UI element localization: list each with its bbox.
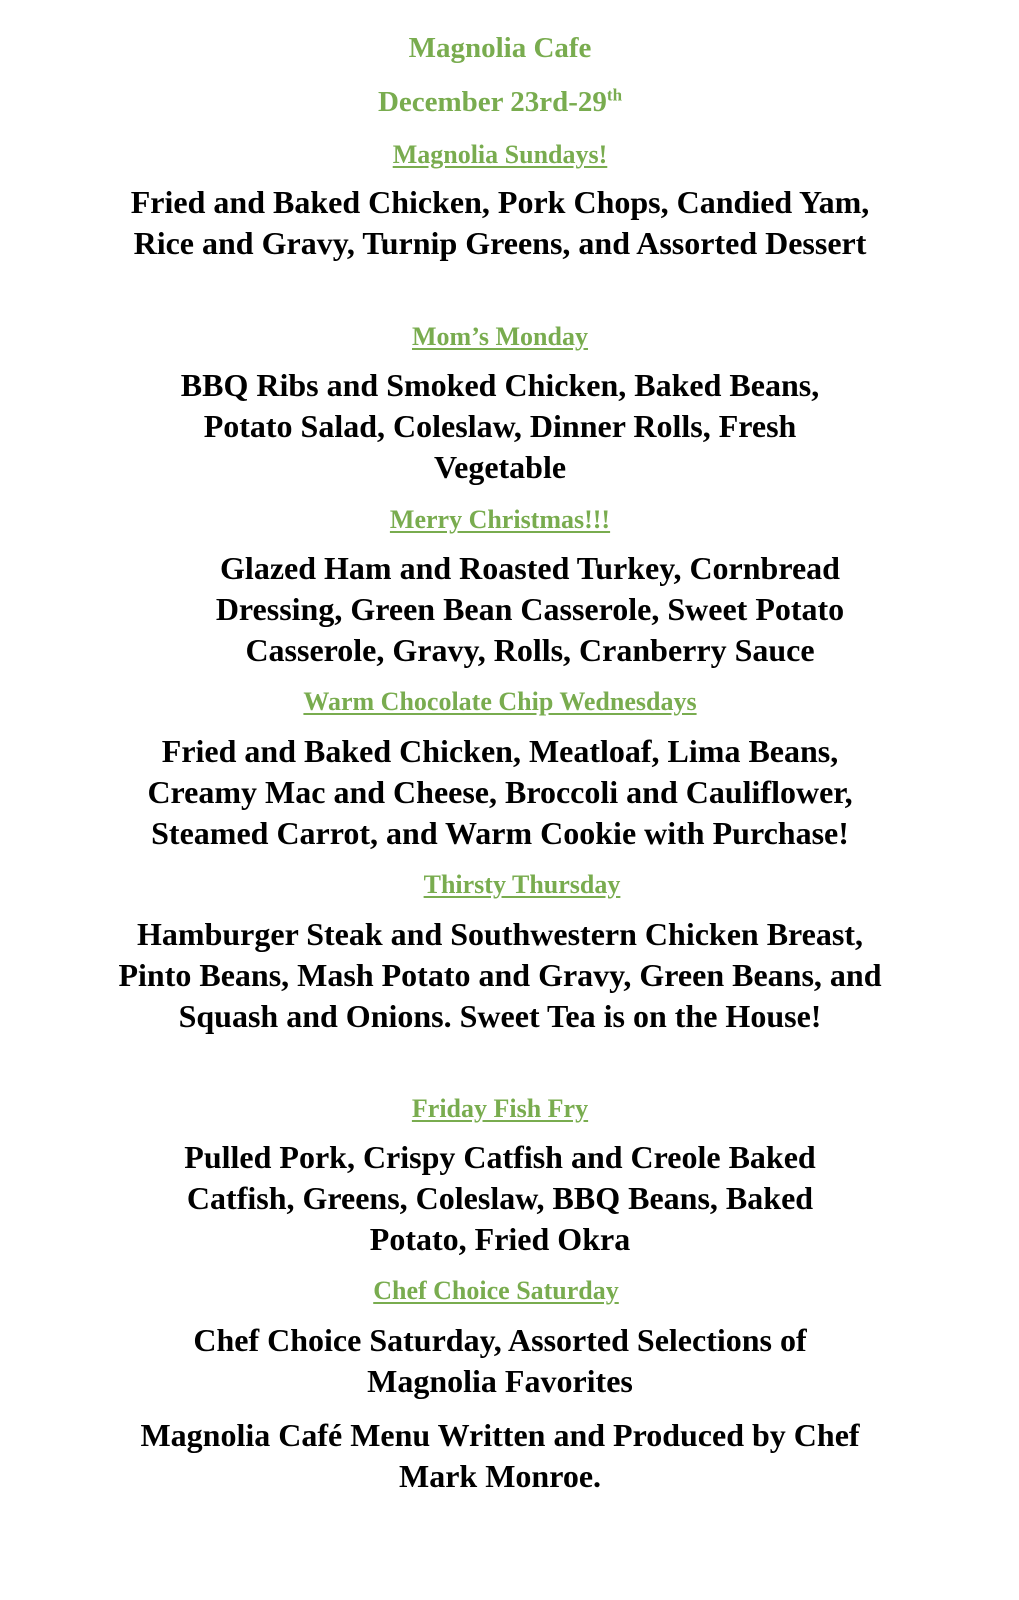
cafe-name: Magnolia Cafe: [408, 32, 592, 64]
day-menu-monday: BBQ Ribs and Smoked Chicken, Baked Beans, Potato Salad, Coleslaw, Dinner Rolls, Fresh Vegetable: [180, 367, 820, 485]
day-menu-sunday: Fried and Baked Chicken, Pork Chops, Candied Yam, Rice and Gravy, Turnip Greens, and Assorted Dessert: [130, 184, 870, 261]
day-menu-wednesday: Fried and Baked Chicken, Meatloaf, Lima Beans, Creamy Mac and Cheese, Broccoli and Cauliflower, Steamed Carrot, and Warm Cookie with Purchase!: [147, 733, 853, 851]
day-heading-saturday: Chef Choice Saturday: [373, 1276, 619, 1305]
day-menu-thursday: Hamburger Steak and Southwestern Chicken Breast, Pinto Beans, Mash Potato and Gravy, Green Beans, and Squash and Onions. Sweet Tea is on the House!: [118, 916, 882, 1034]
day-heading-wednesday: Warm Chocolate Chip Wednesdays: [303, 687, 697, 716]
day-menu-friday: Pulled Pork, Crispy Catfish and Creole Baked Catfish, Greens, Coleslaw, BBQ Beans, Baked Potato, Fried Okra: [184, 1139, 816, 1257]
day-menu-tuesday: Glazed Ham and Roasted Turkey, Cornbread Dressing, Green Bean Casserole, Sweet Potato Casserole, Gravy, Rolls, Cranberry Sauce: [215, 550, 845, 668]
date-suffix: th: [606, 85, 623, 105]
menu-credit: Magnolia Café Menu Written and Produced by Chef Mark Monroe.: [140, 1417, 860, 1494]
day-heading-friday: Friday Fish Fry: [411, 1094, 589, 1123]
day-heading-thursday: Thirsty Thursday: [423, 870, 621, 899]
day-heading-monday: Mom’s Monday: [412, 322, 588, 351]
day-heading-tuesday: Merry Christmas!!!: [389, 505, 611, 534]
date-range-text: December 23rd-29: [377, 86, 607, 118]
day-heading-sunday: Magnolia Sundays!: [392, 140, 608, 169]
date-range: [0, 85, 1000, 119]
day-menu-saturday: Chef Choice Saturday, Assorted Selections of Magnolia Favorites: [193, 1322, 807, 1399]
